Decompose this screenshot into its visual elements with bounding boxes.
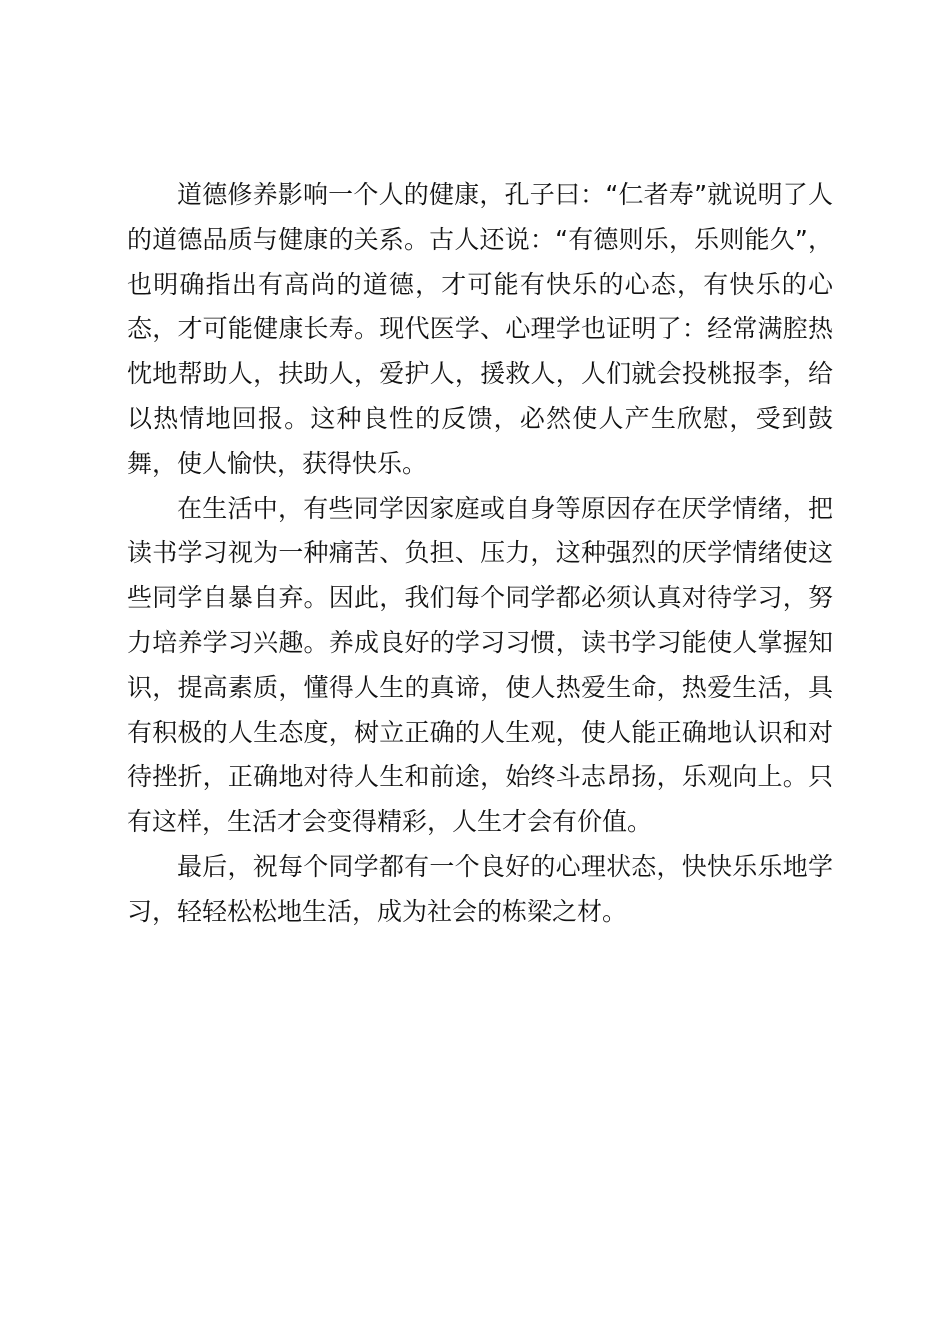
paragraph-closing-wish: 最后，祝每个同学都有一个良好的心理状态，快快乐乐地学习，轻轻松松地生活，成为社会的栋梁之材。 [127, 851, 833, 926]
document-body [127, 173, 833, 935]
paragraph-morality-health: 道德修养影响一个人的健康，孔子曰：“仁者寿”就说明了人的道德品质与健康的关系。古人还说：“有德则乐，乐则能久”，也明确指出有高尚的道德，才可能有快乐的心态，有快乐的心态，才可能健康长寿。现代医学、心理学也证明了：经常满腔热忱地帮助人，扶助人，爱护人，援救人，人们就会投桃报李，给以热情地回报。这种良性的反馈，必然使人产生欣慰，受到鼓舞，使人愉快，获得快乐。 [127, 180, 833, 478]
paragraph-study-attitude: 在生活中，有些同学因家庭或自身等原因存在厌学情绪，把读书学习视为一种痛苦、负担、压力，这种强烈的厌学情绪使这些同学自暴自弃。因此，我们每个同学都必须认真对待学习，努力培养学习兴趣。养成良好的学习习惯，读书学习能使人掌握知识，提高素质，懂得人生的真谛，使人热爱生命，热爱生活，具有积极的人生态度，树立正确的人生观，使人能正确地认识和对待挫折，正确地对待人生和前途，始终斗志昂扬，乐观向上。只有这样，生活才会变得精彩，人生才会有价值。 [127, 493, 833, 837]
